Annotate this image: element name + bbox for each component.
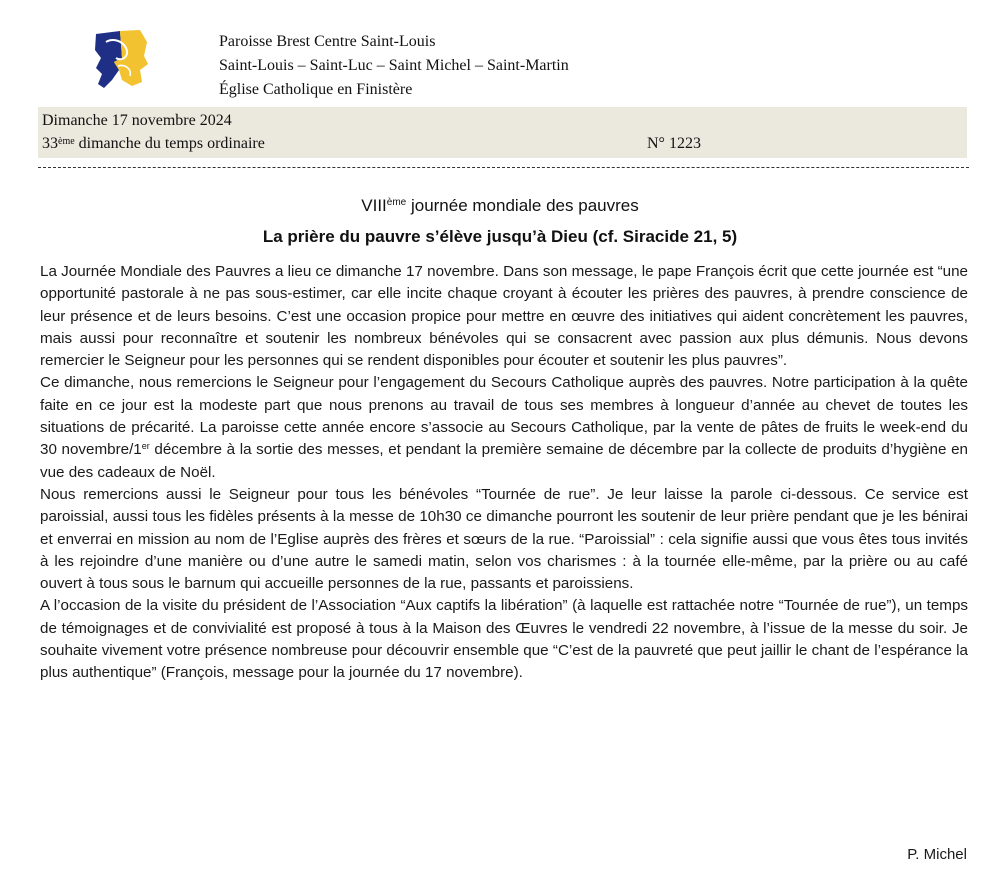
title-suffix: ème — [386, 197, 407, 208]
article-body — [40, 261, 968, 685]
parish-name: Paroisse Brest Centre Saint-Louis — [219, 33, 436, 50]
parish-header — [219, 30, 569, 102]
ordinal-er: er — [141, 441, 150, 452]
parish-churches: Saint-Louis – Saint-Luc – Saint Michel – Saint-Martin — [219, 57, 569, 74]
signature: P. Michel — [907, 846, 967, 863]
parish-logo — [92, 28, 152, 90]
bulletin-date-band — [38, 107, 967, 158]
bulletin-date: Dimanche 17 novembre 2024 — [42, 112, 232, 129]
title-text: journée mondiale des pauvres — [406, 196, 639, 215]
paragraph-3: Nous remercions aussi le Seigneur pour tous les bénévoles “Tournée de rue”. Je leur laisse la parole ci-dessous. Ce service est paroissial, aussi tous les fidèles présents à la messe de 10h30 ce dimanche pourront les soutenir de leur prière pendant que je les bénirai et enverrai en mission au nom de l’Eglise auprès des frères et sœurs de la rue. “Paroissial” : cela signifie aussi que vous êtes tous invités à les rejoindre d’une manière ou d’une autre le samedi matin, selon vos charismes : à la tournée elle-même, par la prière ou au café ouvert à tous sous le barnum qui accueille personnes de la rue, passants et paroissiens. — [40, 485, 968, 593]
article-title — [0, 196, 1000, 216]
bulletin-number: N° 1223 — [647, 135, 701, 152]
article-subtitle: La prière du pauvre s’élève jusqu’à Dieu (cf. Siracide 21, 5) — [262, 227, 738, 246]
paragraph-1: La Journée Mondiale des Pauvres a lieu ce dimanche 17 novembre. Dans son message, le pape François écrit que cette journée est “une opportunité pastorale à ne pas sous-estimer, car elle incite chaque croyant à écouter les prières des pauvres, à prendre conscience de leur présence et de leurs besoins. C’est une occasion propice pour mettre en œuvre des initiatives qui aident concrètement les pauvres, mais aussi pour reconnaître et soutenir les nombreux bénévoles qui se consacrent avec passion aux plus démunis. Nous devons remercier le Seigneur pour les personnes qui se rendent disponibles pour écouter et soutenir les plus pauvres”. — [40, 263, 968, 370]
sunday-ordinal: 33 — [42, 135, 58, 152]
sunday-label: dimanche du temps ordinaire — [74, 135, 265, 152]
sunday-ordinal-suffix: ème — [58, 136, 75, 147]
paragraph-2-part-b: décembre à la sortie des messes, et pendant la première semaine de décembre par la collecte de produits d’hygiène en vue des cadeaux de Noël. — [40, 441, 968, 481]
title-roman: VIII — [361, 196, 387, 215]
paragraph-4: A l’occasion de la visite du président de l’Association “Aux captifs la libération” (à laquelle est rattachée notre “Tournée de rue”), un temps de témoignages et de convivialité est proposé à tous à la Maison des Œuvres le vendredi 22 novembre, à l’issue de la messe du soir. Je souhaite vivement votre présence nombreuse pour découvrir ensemble que “C’est de la pauvreté que peut jaillir le chant de l’espérance la plus authentique” (François, message pour la journée du 17 novembre). — [40, 597, 968, 682]
liturgical-sunday — [42, 135, 265, 153]
diocese-line: Église Catholique en Finistère — [219, 81, 413, 98]
paragraph-2 — [40, 372, 968, 483]
paragraph-2-part-a: Ce dimanche, nous remercions le Seigneur pour l’engagement du Secours Catholique auprès des pauvres. Notre participation à la quête faite en ce jour est la modeste part que nous prenons au travail de tous ses membres à longueur d’année au chevet de toutes les situations de précarité. La paroisse cette année encore s’associe au Secours Catholique, par la vente de pâtes de fruits le week-end du 30 novembre/1 — [40, 374, 968, 459]
dashed-divider — [38, 167, 969, 168]
